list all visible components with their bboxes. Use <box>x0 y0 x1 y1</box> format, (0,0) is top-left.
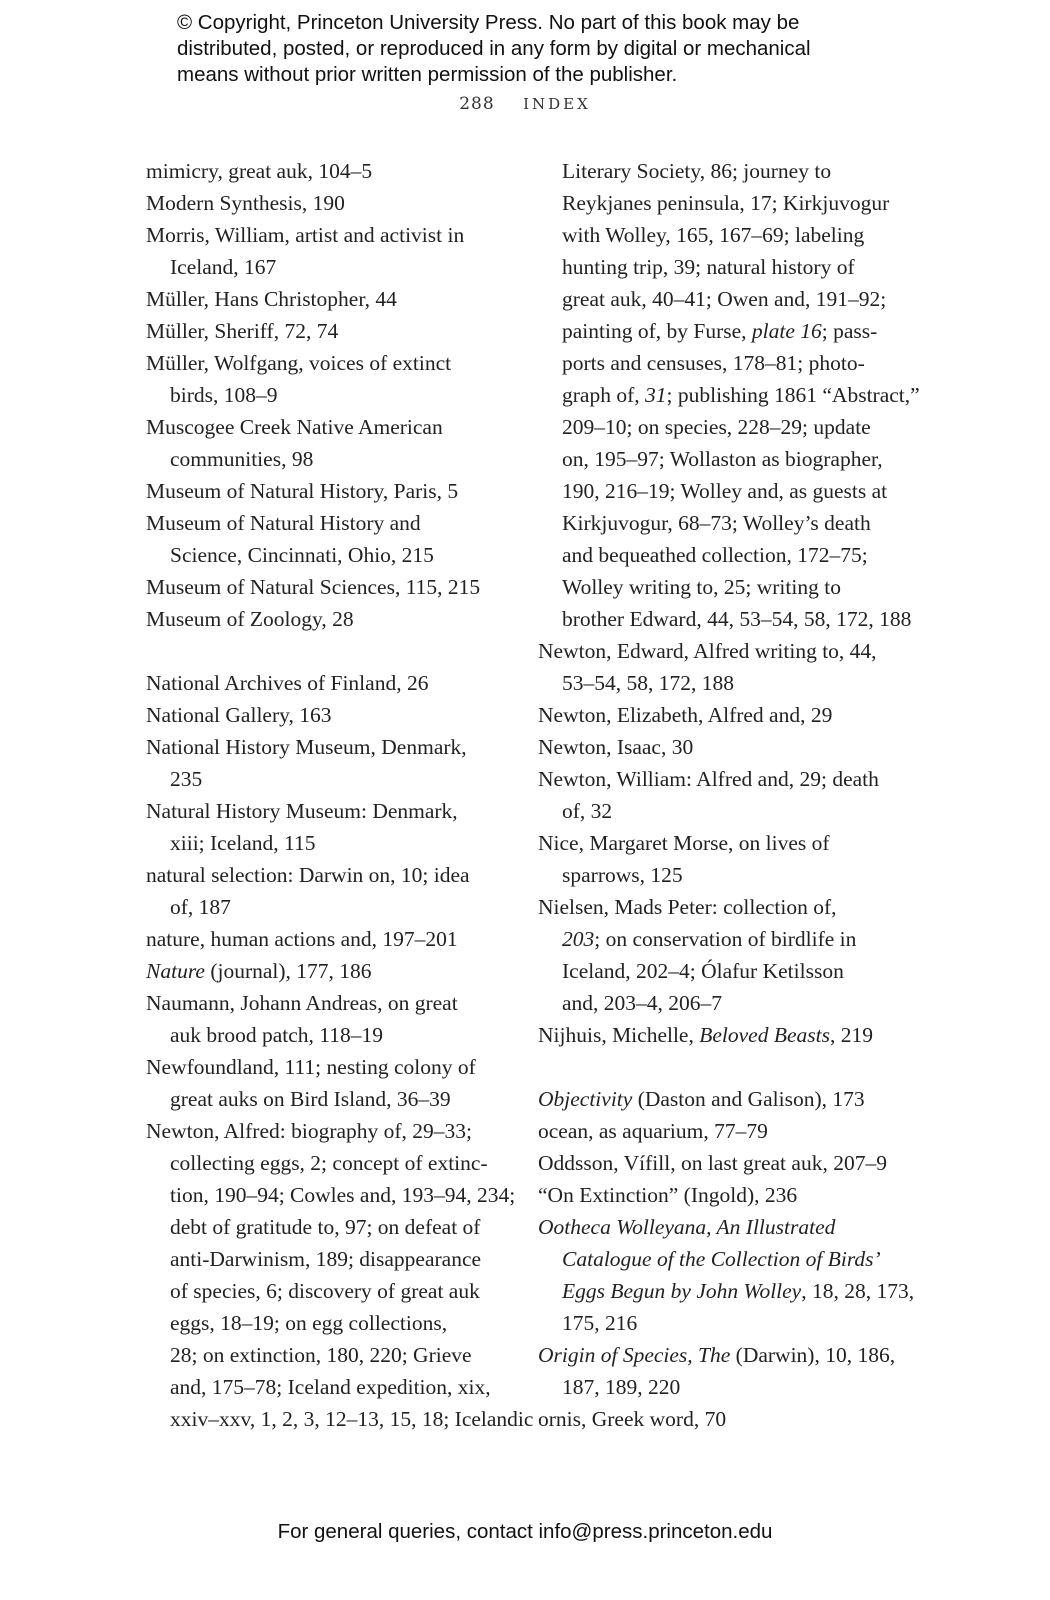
entry-text: Müller, Wolfgang, voices of extinct <box>146 351 452 375</box>
entry-text: Iceland, 202–4; Ólafur Ketilsson <box>562 959 844 983</box>
index-entry <box>538 1179 920 1211</box>
entry-continuation-line <box>538 603 920 635</box>
entry-heading-line <box>146 795 533 827</box>
entry-text: eggs, 18–19; on egg collections, <box>170 1311 448 1335</box>
entry-heading-line <box>538 1211 920 1243</box>
index-entry <box>146 155 533 187</box>
entry-text: graph of, <box>562 383 645 407</box>
entry-text: 28; on extinction, 180, 220; Grieve <box>170 1343 472 1367</box>
entry-heading-line <box>146 155 533 187</box>
entry-text: Nice, Margaret Morse, on lives of <box>538 831 830 855</box>
entry-continuation-line <box>538 795 920 827</box>
entry-text: Modern Synthesis, 190 <box>146 191 345 215</box>
entry-text: sparrows, 125 <box>562 863 683 887</box>
entry-heading-line <box>146 475 533 507</box>
entry-text: Natural History Museum: Denmark, <box>146 799 458 823</box>
index-entry <box>146 795 533 859</box>
copyright-notice <box>177 10 811 88</box>
index-entry <box>538 891 920 1019</box>
entry-heading-line <box>538 1083 920 1115</box>
entry-heading-line <box>538 891 920 923</box>
entry-text: Newton, Elizabeth, Alfred and, 29 <box>538 703 833 727</box>
entry-text: anti-Darwinism, 189; disappearance <box>170 1247 482 1271</box>
entry-continuation-line <box>538 923 920 955</box>
running-title: INDEX <box>523 95 591 113</box>
index-entry <box>146 411 533 475</box>
entry-continuation-line <box>538 283 920 315</box>
entry-heading-line <box>146 859 533 891</box>
entry-heading-line <box>146 955 533 987</box>
entry-text: and, 175–78; Iceland expedition, xix, <box>170 1375 491 1399</box>
entry-text: Kirkjuvogur, 68–73; Wolley’s death <box>562 511 871 535</box>
index-entry <box>538 155 920 635</box>
index-entry <box>146 603 533 635</box>
entry-text: Science, Cincinnati, Ohio, 215 <box>170 543 434 567</box>
entry-heading-line <box>538 1339 920 1371</box>
entry-continuation-line <box>538 219 920 251</box>
entry-heading-line <box>146 699 533 731</box>
entry-text: Newton, William: Alfred and, 29; death <box>538 767 879 791</box>
entry-text: Newton, Alfred: biography of, 29–33; <box>146 1119 473 1143</box>
entry-text: 190, 216–19; Wolley and, as guests at <box>562 479 888 503</box>
entry-text: Nijhuis, Michelle, <box>538 1023 700 1047</box>
entry-text: auk brood patch, 118–19 <box>170 1023 383 1047</box>
blank-line <box>538 1051 920 1083</box>
italic-text: Beloved Beasts <box>699 1023 830 1047</box>
entry-continuation-line <box>146 1403 533 1435</box>
entry-text: National Gallery, 163 <box>146 703 332 727</box>
entry-heading-line <box>538 635 920 667</box>
entry-continuation-line <box>146 1019 533 1051</box>
entry-heading-line <box>146 1115 533 1147</box>
italic-text: Eggs Begun by John Wolley <box>562 1279 802 1303</box>
index-entry <box>146 923 533 955</box>
entry-continuation-line <box>538 571 920 603</box>
index-entry <box>538 827 920 891</box>
entry-text: of species, 6; discovery of great auk <box>170 1279 480 1303</box>
entry-continuation-line <box>146 1179 533 1211</box>
footer-contact: For general queries, contact info@press.princeton.edu <box>277 1520 773 1543</box>
italic-text: 203 <box>562 927 595 951</box>
entry-continuation-line <box>538 155 920 187</box>
entry-text: mimicry, great auk, 104–5 <box>146 159 373 183</box>
entry-text: and bequeathed collection, 172–75; <box>562 543 868 567</box>
entry-text: debt of gratitude to, 97; on defeat of <box>170 1215 481 1239</box>
entry-text: ; on conservation of birdlife in <box>594 927 857 951</box>
entry-text: 235 <box>170 767 203 791</box>
entry-text: Reykjanes peninsula, 17; Kirkjuvogur <box>562 191 890 215</box>
entry-text: great auk, 40–41; Owen and, 191–92; <box>562 287 887 311</box>
entry-continuation-line <box>538 1275 920 1307</box>
entry-heading-line <box>538 827 920 859</box>
copyright-line: distributed, posted, or reproduced in any form by digital or mechanical <box>177 37 811 60</box>
entry-text: Literary Society, 86; journey to <box>562 159 832 183</box>
entry-continuation-line <box>146 891 533 923</box>
entry-spacer <box>146 635 533 667</box>
entry-heading-line <box>146 219 533 251</box>
entry-text: Morris, William, artist and activist in <box>146 223 465 247</box>
entry-text: 187, 189, 220 <box>562 1375 681 1399</box>
entry-text: (Daston and Galison), 173 <box>632 1087 865 1111</box>
index-column-right <box>538 155 920 1435</box>
entry-continuation-line <box>146 1243 533 1275</box>
entry-heading-line <box>538 763 920 795</box>
entry-heading-line <box>146 571 533 603</box>
index-entry <box>146 219 533 283</box>
entry-text: Muscogee Creek Native American <box>146 415 443 439</box>
entry-text: of, 187 <box>170 895 231 919</box>
italic-text: Ootheca Wolleyana, An Illustrated <box>538 1215 836 1239</box>
entry-text: collecting eggs, 2; concept of extinc- <box>170 1151 488 1175</box>
index-entry <box>146 187 533 219</box>
entry-text: painting of, by Furse, <box>562 319 752 343</box>
index-entry <box>538 1019 920 1051</box>
index-entry <box>146 347 533 411</box>
entry-heading-line <box>538 1019 920 1051</box>
entry-text: Naumann, Johann Andreas, on great <box>146 991 458 1015</box>
italic-text: plate 16 <box>751 319 822 343</box>
italic-text: 31 <box>645 383 667 407</box>
italic-text: Nature <box>146 959 205 983</box>
entry-continuation-line <box>538 507 920 539</box>
index-entry <box>538 763 920 827</box>
entry-text: ; pass- <box>821 319 878 343</box>
entry-text: 53–54, 58, 172, 188 <box>562 671 734 695</box>
entry-continuation-line <box>538 347 920 379</box>
entry-continuation-line <box>146 763 533 795</box>
entry-heading-line <box>146 347 533 379</box>
entry-text: tion, 190–94; Cowles and, 193–94, 234; <box>170 1183 516 1207</box>
entry-text: “On Extinction” (Ingold), 236 <box>538 1183 798 1207</box>
entry-heading-line <box>146 315 533 347</box>
index-entry <box>538 1115 920 1147</box>
entry-heading-line <box>146 507 533 539</box>
entry-text: , 18, 28, 173, <box>801 1279 915 1303</box>
entry-continuation-line <box>538 1307 920 1339</box>
entry-continuation-line <box>146 1147 533 1179</box>
entry-text: Newton, Isaac, 30 <box>538 735 694 759</box>
entry-continuation-line <box>538 1243 920 1275</box>
index-entry <box>146 731 533 795</box>
copyright-line: means without prior written permission of the publisher. <box>177 63 678 86</box>
entry-text: Newton, Edward, Alfred writing to, 44, <box>538 639 877 663</box>
index-entry <box>146 1051 533 1115</box>
index-entry <box>146 667 533 699</box>
entry-continuation-line <box>538 315 920 347</box>
index-entry <box>538 731 920 763</box>
entry-continuation-line <box>538 987 920 1019</box>
entry-heading-line <box>538 1179 920 1211</box>
entry-text: (Darwin), 10, 186, <box>730 1343 896 1367</box>
entry-text: with Wolley, 165, 167–69; labeling <box>562 223 865 247</box>
entry-continuation-line <box>146 1211 533 1243</box>
entry-heading-line <box>146 187 533 219</box>
entry-continuation-line <box>538 475 920 507</box>
index-entry <box>538 1339 920 1403</box>
running-head <box>0 94 1050 114</box>
entry-spacer <box>538 1051 920 1083</box>
entry-heading-line <box>146 987 533 1019</box>
entry-text: xxiv–xxv, 1, 2, 3, 12–13, 15, 18; Icelandic <box>170 1407 534 1431</box>
entry-heading-line <box>146 411 533 443</box>
entry-text: National History Museum, Denmark, <box>146 735 467 759</box>
index-entry <box>146 955 533 987</box>
entry-continuation-line <box>146 1371 533 1403</box>
entry-text: , 219 <box>829 1023 873 1047</box>
index-entry <box>538 1147 920 1179</box>
entry-continuation-line <box>538 251 920 283</box>
entry-heading-line <box>538 1147 920 1179</box>
index-entry <box>146 507 533 571</box>
entry-continuation-line <box>538 411 920 443</box>
index-entry <box>146 859 533 923</box>
entry-text: xiii; Iceland, 115 <box>170 831 316 855</box>
entry-text: National Archives of Finland, 26 <box>146 671 429 695</box>
entry-text: and, 203–4, 206–7 <box>562 991 723 1015</box>
entry-text: Müller, Sheriff, 72, 74 <box>146 319 339 343</box>
entry-text: Museum of Natural History and <box>146 511 421 535</box>
entry-text: 175, 216 <box>562 1311 638 1335</box>
index-entry <box>146 283 533 315</box>
entry-text: hunting trip, 39; natural history of <box>562 255 855 279</box>
entry-text: (journal), 177, 186 <box>204 959 372 983</box>
entry-continuation-line <box>538 379 920 411</box>
italic-text: Objectivity <box>538 1087 633 1111</box>
entry-text: of, 32 <box>562 799 613 823</box>
entry-continuation-line <box>538 539 920 571</box>
entry-continuation-line <box>538 859 920 891</box>
entry-continuation-line <box>538 1371 920 1403</box>
entry-text: Iceland, 167 <box>170 255 277 279</box>
entry-heading-line <box>538 731 920 763</box>
index-entry <box>538 635 920 699</box>
entry-text: 209–10; on species, 228–29; update <box>562 415 871 439</box>
entry-heading-line <box>146 603 533 635</box>
italic-text: Catalogue of the Collection of Birds’ <box>562 1247 881 1271</box>
entry-text: on, 195–97; Wollaston as biographer, <box>562 447 883 471</box>
entry-text: Museum of Zoology, 28 <box>146 607 354 631</box>
entry-continuation-line <box>538 667 920 699</box>
entry-text: Müller, Hans Christopher, 44 <box>146 287 397 311</box>
entry-text: nature, human actions and, 197–201 <box>146 927 458 951</box>
index-entry <box>146 1115 533 1435</box>
entry-text: communities, 98 <box>170 447 314 471</box>
entry-text: Wolley writing to, 25; writing to <box>562 575 841 599</box>
entry-text: ports and censuses, 178–81; photo- <box>562 351 865 375</box>
blank-line <box>146 635 533 667</box>
entry-text: ; publishing 1861 “Abstract,” <box>666 383 920 407</box>
entry-continuation-line <box>146 827 533 859</box>
entry-heading-line <box>538 1115 920 1147</box>
entry-continuation-line <box>146 1339 533 1371</box>
entry-continuation-line <box>146 1275 533 1307</box>
entry-text: great auks on Bird Island, 36–39 <box>170 1087 451 1111</box>
index-entry <box>538 1211 920 1339</box>
entry-continuation-line <box>146 539 533 571</box>
entry-text: Nielsen, Mads Peter: collection of, <box>538 895 837 919</box>
entry-heading-line <box>146 923 533 955</box>
entry-heading-line <box>538 699 920 731</box>
index-entry <box>538 1403 920 1435</box>
entry-heading-line <box>146 1051 533 1083</box>
entry-text: Museum of Natural History, Paris, 5 <box>146 479 459 503</box>
entry-continuation-line <box>538 443 920 475</box>
index-column-left <box>146 155 533 1435</box>
index-entry <box>146 571 533 603</box>
entry-continuation-line <box>146 1307 533 1339</box>
entry-continuation-line <box>146 379 533 411</box>
index-entry <box>538 1083 920 1115</box>
entry-continuation-line <box>538 187 920 219</box>
italic-text: Origin of Species, The <box>538 1343 731 1367</box>
entry-text: Oddsson, Vífill, on last great auk, 207–9 <box>538 1151 887 1175</box>
entry-continuation-line <box>146 443 533 475</box>
entry-continuation-line <box>146 1083 533 1115</box>
entry-heading-line <box>146 731 533 763</box>
entry-text: natural selection: Darwin on, 10; idea <box>146 863 470 887</box>
entry-heading-line <box>146 667 533 699</box>
entry-text: brother Edward, 44, 53–54, 58, 172, 188 <box>562 607 912 631</box>
index-entry <box>146 475 533 507</box>
entry-text: ocean, as aquarium, 77–79 <box>538 1119 768 1143</box>
entry-continuation-line <box>538 955 920 987</box>
entry-text: birds, 108–9 <box>170 383 278 407</box>
entry-text: Newfoundland, 111; nesting colony of <box>146 1055 476 1079</box>
index-entry <box>146 699 533 731</box>
entry-heading-line <box>146 283 533 315</box>
entry-text: Museum of Natural Sciences, 115, 215 <box>146 575 481 599</box>
page-number: 288 <box>459 94 495 114</box>
entry-heading-line <box>538 1403 920 1435</box>
index-entry <box>146 315 533 347</box>
entry-continuation-line <box>146 251 533 283</box>
entry-text: ornis, Greek word, 70 <box>538 1407 727 1431</box>
copyright-line: © Copyright, Princeton University Press. No part of this book may be <box>177 11 800 34</box>
index-entry <box>538 699 920 731</box>
index-entry <box>146 987 533 1051</box>
